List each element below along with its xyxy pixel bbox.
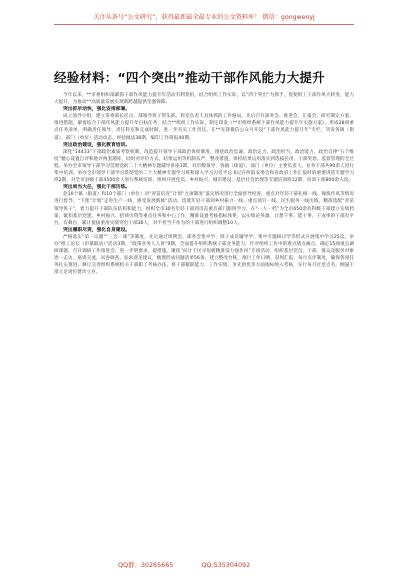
section-heading: 突出尚当大任，强化干部历练。 <box>63 185 131 191</box>
section-heading: 突出政治建设，强化教育培训。 <box>63 142 131 148</box>
footer-qq-group: QQ群：30265665 <box>118 561 174 569</box>
section-paragraph: 严格落实“第一议题”“三会一课”等制度，先后通过周例会、部务会集中学、班子成员辅导学、集中专题研讨学等形式开展集中学习25次，举办“组工论坛（市镇联动）”活动3期，“政策业务人人讲”9期，全面提升组织系统干部业务能力，针对组织工作中的难点堵点痛点，确定15项重点调研课题，召开调研工作推进会，进一步明要求、提措施，聚焦“问计于民寻短板精准发力强作风”专项活动，组织基层党员、干部、群众及服务对象逐一走访、座谈交流、问卷调查、征求意见建议，梳理形成问题清单56条，建立整改台账，推行工作日晒、双周汇报、每月点评制度，确保各项任务扎实推进。修订完善组织系统机关干部职工考核办法，将干部履职能力、工作实绩、争先创优等方面指标纳入考核，实行每月过堂点名，倒逼干部立足岗位建功立业。 <box>54 234 354 276</box>
header-banner: 关注头条号“公文研究”，获得最新最全最专业的公文资料库！ 微信：gongwenyj <box>93 14 315 21</box>
footer-contact <box>118 560 250 569</box>
intro-paragraph: 今年以来，**市委组织部紧抓干部作风能力提升年活动有利契机，结合组织工作实际，以“四个突出”为抓手，促使组工干部作风大转变、能力大提升，为推动**高质量发展实现新跨越提供坚强保障。 <box>54 93 354 106</box>
section-heading: 突出履职尽责，强化自身建设。 <box>63 227 131 233</box>
document-title: 经验材料：“四个突出”推动干部作风能力大提升 <box>54 70 325 85</box>
document-body <box>54 92 354 276</box>
section-paragraph: 成立领导小组，建立常委部长挂点、部领导班子带头抓、科室负责人具体抓的工作格局。先后召开部务会、推进会、汇报会、研究制定方案、推进措施，紧密结合干部作风能力提升年目标任务，结合**组织工作实际，制定印发《**市组织系统干部作风能力提升年实施方案》，形成28项重点任务清单，明确责任领导、责任科室和完成时限，进一步夯实工作责任。在**先锋微信公众号开设“干部作风能力提升年”专栏，刊发各镇（街道）、部门（单位）活动动态、经验做法38期，编印工作简报40期。 <box>54 114 354 141</box>
section-paragraph: 深化“14433”干部政治素质考察机制，改造提升领导干部政治体检制度，围绕政治忠诚、政治定力、政治担当、政治能力、政治自律“五个维度”精心设置自评和他评两套题库，同时对评价方式、结果运用等机制从严、整改措施，体检结果运用落实到选拔任用、干部奖惩、监督管理的全过程。举办全市领导干部学习贯彻党的二十大精神专题辅导讲座1期，对市级领导、各镇（街道）、部门（单位）主要负责人、业务干部共90余人进行集中培训。举办全市领导干部学习贯彻党的二十大精神专题学习班和深入学习习近平总书记在听取安委会和省政府工作汇报时的重要讲话专题学习班2期，对全市县级干部4500余人进行系统培训，组织开展党员、乡村振兴、城市建设、基层社会治理等专题培训班12期，培训干部800余人次。 <box>54 149 354 184</box>
footer-qq: QQ:535304092 <box>201 561 251 569</box>
section-paragraph: 赴10个镇（街道）和10个部门（单位）对“青苗培育”计划“九项制度”落实情况进行全面督导检查，重点对年轻干部扎根一线、锤炼作风等情况进行督导。“下派”计划“走进生产一线、感受发展新脉”活动，选派年轻干部到乡村振兴一线、重点项目一线、民生服务一线历练，精准选配“青苗领导班子”，着力提升干部队伍结构和能力。组织全市30名年轻干部到市直重点部门跟班学习，在“一人一档”为全市650余名科级干部建立实绩档案，紧扣基层党建、乡村振兴、招商引资等重点任务和中心工作，精准设置考核指标体系，以实绩论英雄，让想干事、能干事、干成事的干部有平台、有舞台，累计提拔重用实绩突出干部36人，对不担当不作为的干部进行组织调整10人。 <box>54 192 354 226</box>
header-divider <box>54 24 354 25</box>
section-heading: 突出抓早动快，强化安排部署。 <box>63 107 131 113</box>
